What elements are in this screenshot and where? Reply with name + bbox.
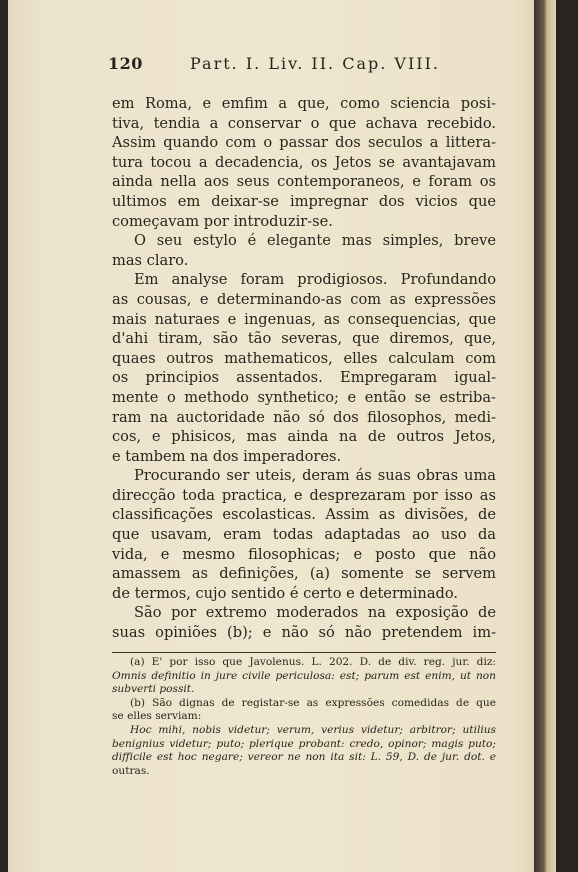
footnote-line: se elles serviam: <box>112 710 202 723</box>
body-text <box>112 94 496 643</box>
footnote-line: (b) São dignas de registar-se as expressões comedidas de que <box>130 696 496 709</box>
text-line: São por extremo moderados na exposição de <box>134 604 496 622</box>
text-line: Em analyse foram prodigiosos. Profundando <box>134 271 496 289</box>
book-page <box>8 0 556 872</box>
footnote-line: (a) E' por isso que Javolenus. L. 202. D. de div. reg. jur. diz: <box>130 656 496 668</box>
footnote-line: benignius videtur; puto; plerique probant: credo, opinor; magis puto; <box>112 737 496 750</box>
text-line: ainda nella aos seus contemporaneos, e foram os <box>112 173 496 191</box>
footnotes <box>112 656 496 778</box>
text-line: tiva, tendia a conservar o que achava recebido. <box>112 114 496 132</box>
running-head: Part. I. Liv. II. Cap. VIII. <box>190 54 440 73</box>
footnote-line: subverti possit. <box>112 683 195 696</box>
text-line: começavam por introduzir-se. <box>112 212 333 230</box>
text-line: ram na auctoridade não só dos filosophos, medi- <box>112 408 496 426</box>
text-line: mas claro. <box>112 251 189 269</box>
text-line: classificações escolasticas. Assim as divisões, de <box>112 506 496 524</box>
footnote-rule <box>112 652 496 653</box>
page-header <box>108 54 498 80</box>
text-line: que usavam, eram todas adaptadas ao uso da <box>112 526 496 544</box>
text-line: em Roma, e emfim a que, como sciencia posi- <box>112 95 496 112</box>
text-line: mais naturaes e ingenuas, as consequencias, que <box>112 310 496 328</box>
text-line: vida, e mesmo filosophicas; e posto que não <box>112 545 496 563</box>
text-line: d'ahi tiram, são tão severas, que diremos, que, <box>112 330 496 348</box>
text-line: suas opiniões (b); e não só não pretendem im- <box>112 624 496 642</box>
text-line: amassem as definições, (a) somente se servem <box>112 565 496 583</box>
text-line: cos, e phisicos, mas ainda na de outros Jetos, <box>112 428 496 446</box>
text-line: os principios assentados. Empregaram igual- <box>112 369 496 387</box>
text-line: mente o methodo synthetico; e então se estriba- <box>112 388 496 406</box>
footnote-line: Hoc mihi, nobis videtur; verum, verius videtur; arbitror; utilius <box>130 723 496 736</box>
text-line: O seu estylo é elegante mas simples, breve <box>134 232 496 250</box>
text-line: tura tocou a decadencia, os Jetos se avantajavam <box>112 153 496 171</box>
text-line: Assim quando com o passar dos seculos a littera- <box>112 134 496 152</box>
text-line: direcção toda practica, e desprezaram por isso as <box>112 486 496 504</box>
footnote-line: Omnis definitio in jure civile periculosa: est; parum est enim, ut non <box>112 669 496 682</box>
page-number: 120 <box>108 54 143 73</box>
text-line: as cousas, e determinando-as com as expressões <box>112 290 496 308</box>
page-edge <box>534 0 556 872</box>
text-line: de termos, cujo sentido é certo e determinado. <box>112 584 459 602</box>
footnote-line: difficile est hoc negare; vereor ne non ita sit: L. 59, D. de jur. dot. e <box>112 751 496 764</box>
text-line: ultimos em deixar-se impregnar dos vicios que <box>112 192 496 210</box>
text-line: Procurando ser uteis, deram ás suas obras uma <box>134 467 496 485</box>
text-line: e tambem na dos imperadores. <box>112 447 342 465</box>
footnote-line: outras. <box>112 764 150 777</box>
text-line: quaes outros mathematicos, elles calculam com <box>112 349 496 367</box>
